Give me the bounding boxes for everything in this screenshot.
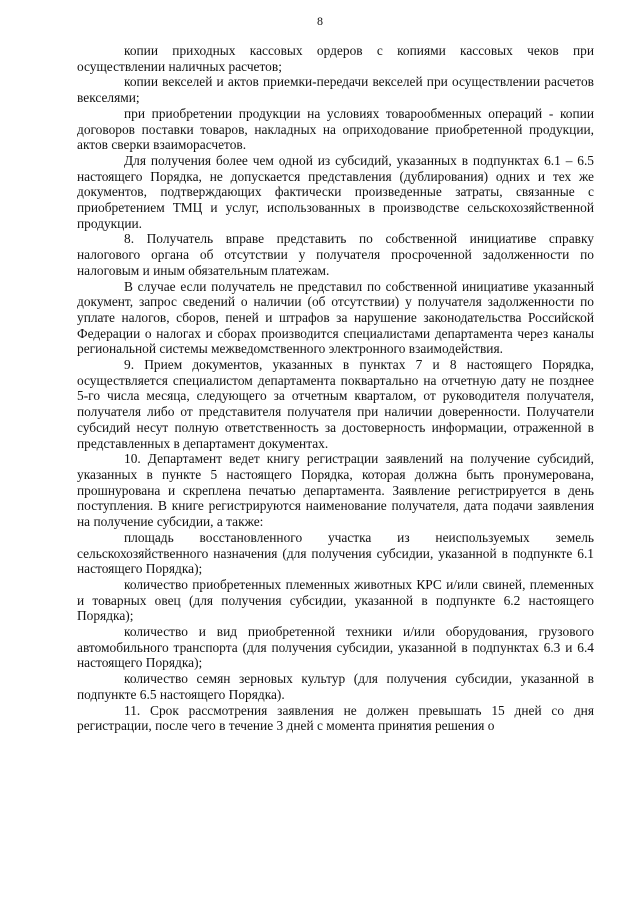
- paragraph-interagency-request: В случае если получатель не представил по собственной инициативе указанный документ, запрос сведений о наличии (об отсутствии) у получателя задолженности по уплате налогов, сборов, пеней и штрафов за нарушение законодательства Российской Федерации о налогах и сборах производится специалистами департамента через каналы региональной системы межведомственного электронного взаимодействия.: [77, 278, 594, 357]
- paragraph-seeds: количество семян зерновых культур (для получения субсидии, указанной в подпункте 6.5 настоящего Порядка).: [77, 671, 594, 702]
- paragraph-barter-operations: при приобретении продукции на условиях товарообменных операций - копии договоров поставки товаров, накладных на оприходование приобретенной продукции, актов сверки взаиморасчетов.: [77, 105, 594, 153]
- paragraph-item-10: 10. Департамент ведет книгу регистрации заявлений на получение субсидий, указанных в пункте 5 настоящего Порядка, которая должна быть пронумерована, прошнурована и скреплена печатью департамента. Заявление регистрируется в день поступления. В книге регистрируются наименование получателя, дата подачи заявления на получение субсидии, а также:: [77, 451, 594, 530]
- paragraph-breeding-animals: количество приобретенных племенных животных КРС и/или свиней, племенных и товарных овец (для получения субсидии, указанной в подпункте 6.2 настоящего Порядка);: [77, 576, 594, 624]
- paragraph-equipment: количество и вид приобретенной техники и/или оборудования, грузового автомобильного транспорта (для получения субсидии, указанной в подпунктах 6.3 и 6.4 настоящего Порядка);: [77, 624, 594, 671]
- paragraph-promissory-notes: копии векселей и актов приемки-передачи векселей при осуществлении расчетов векселями;: [77, 74, 594, 106]
- document-body: [77, 43, 594, 734]
- paragraph-land-area: площадь восстановленного участка из неиспользуемых земель сельскохозяйственного назначения (для получения субсидии, указанной в подпункте 6.1 настоящего Порядка);: [77, 529, 594, 577]
- paragraph-item-8: 8. Получатель вправе представить по собственной инициативе справку налогового органа об отсутствии у получателя просроченной задолженности по налоговым и иным обязательным платежам.: [77, 231, 594, 278]
- page-number: 8: [317, 14, 323, 28]
- paragraph-item-9: 9. Прием документов, указанных в пунктах 7 и 8 настоящего Порядка, осуществляется специалистом департамента поквартально на отчетную дату не позднее 5-го числа месяца, следующего за отчетным кварталом, от руководителя получателя, получателя либо от представителя получателя при наличии доверенности. Получатели субсидий несут полную ответственность за достоверность информации, отраженной в представленных в департамент документах.: [77, 357, 594, 451]
- paragraph-cash-orders: копии приходных кассовых ордеров с копиями кассовых чеков при осуществлении наличных расчетов;: [77, 43, 594, 74]
- paragraph-no-duplication: Для получения более чем одной из субсидий, указанных в подпунктах 6.1 – 6.5 настоящего Порядка, не допускается представления (дублирования) одних и тех же документов, подтверждающих фактически произведенные затраты, связанные с приобретением ТМЦ и услуг, использованных в производстве сельскохозяйственной продукции.: [77, 152, 594, 231]
- paragraph-item-11: 11. Срок рассмотрения заявления не должен превышать 15 дней со дня регистрации, после чего в течение 3 дней с момента принятия решения о: [77, 702, 594, 734]
